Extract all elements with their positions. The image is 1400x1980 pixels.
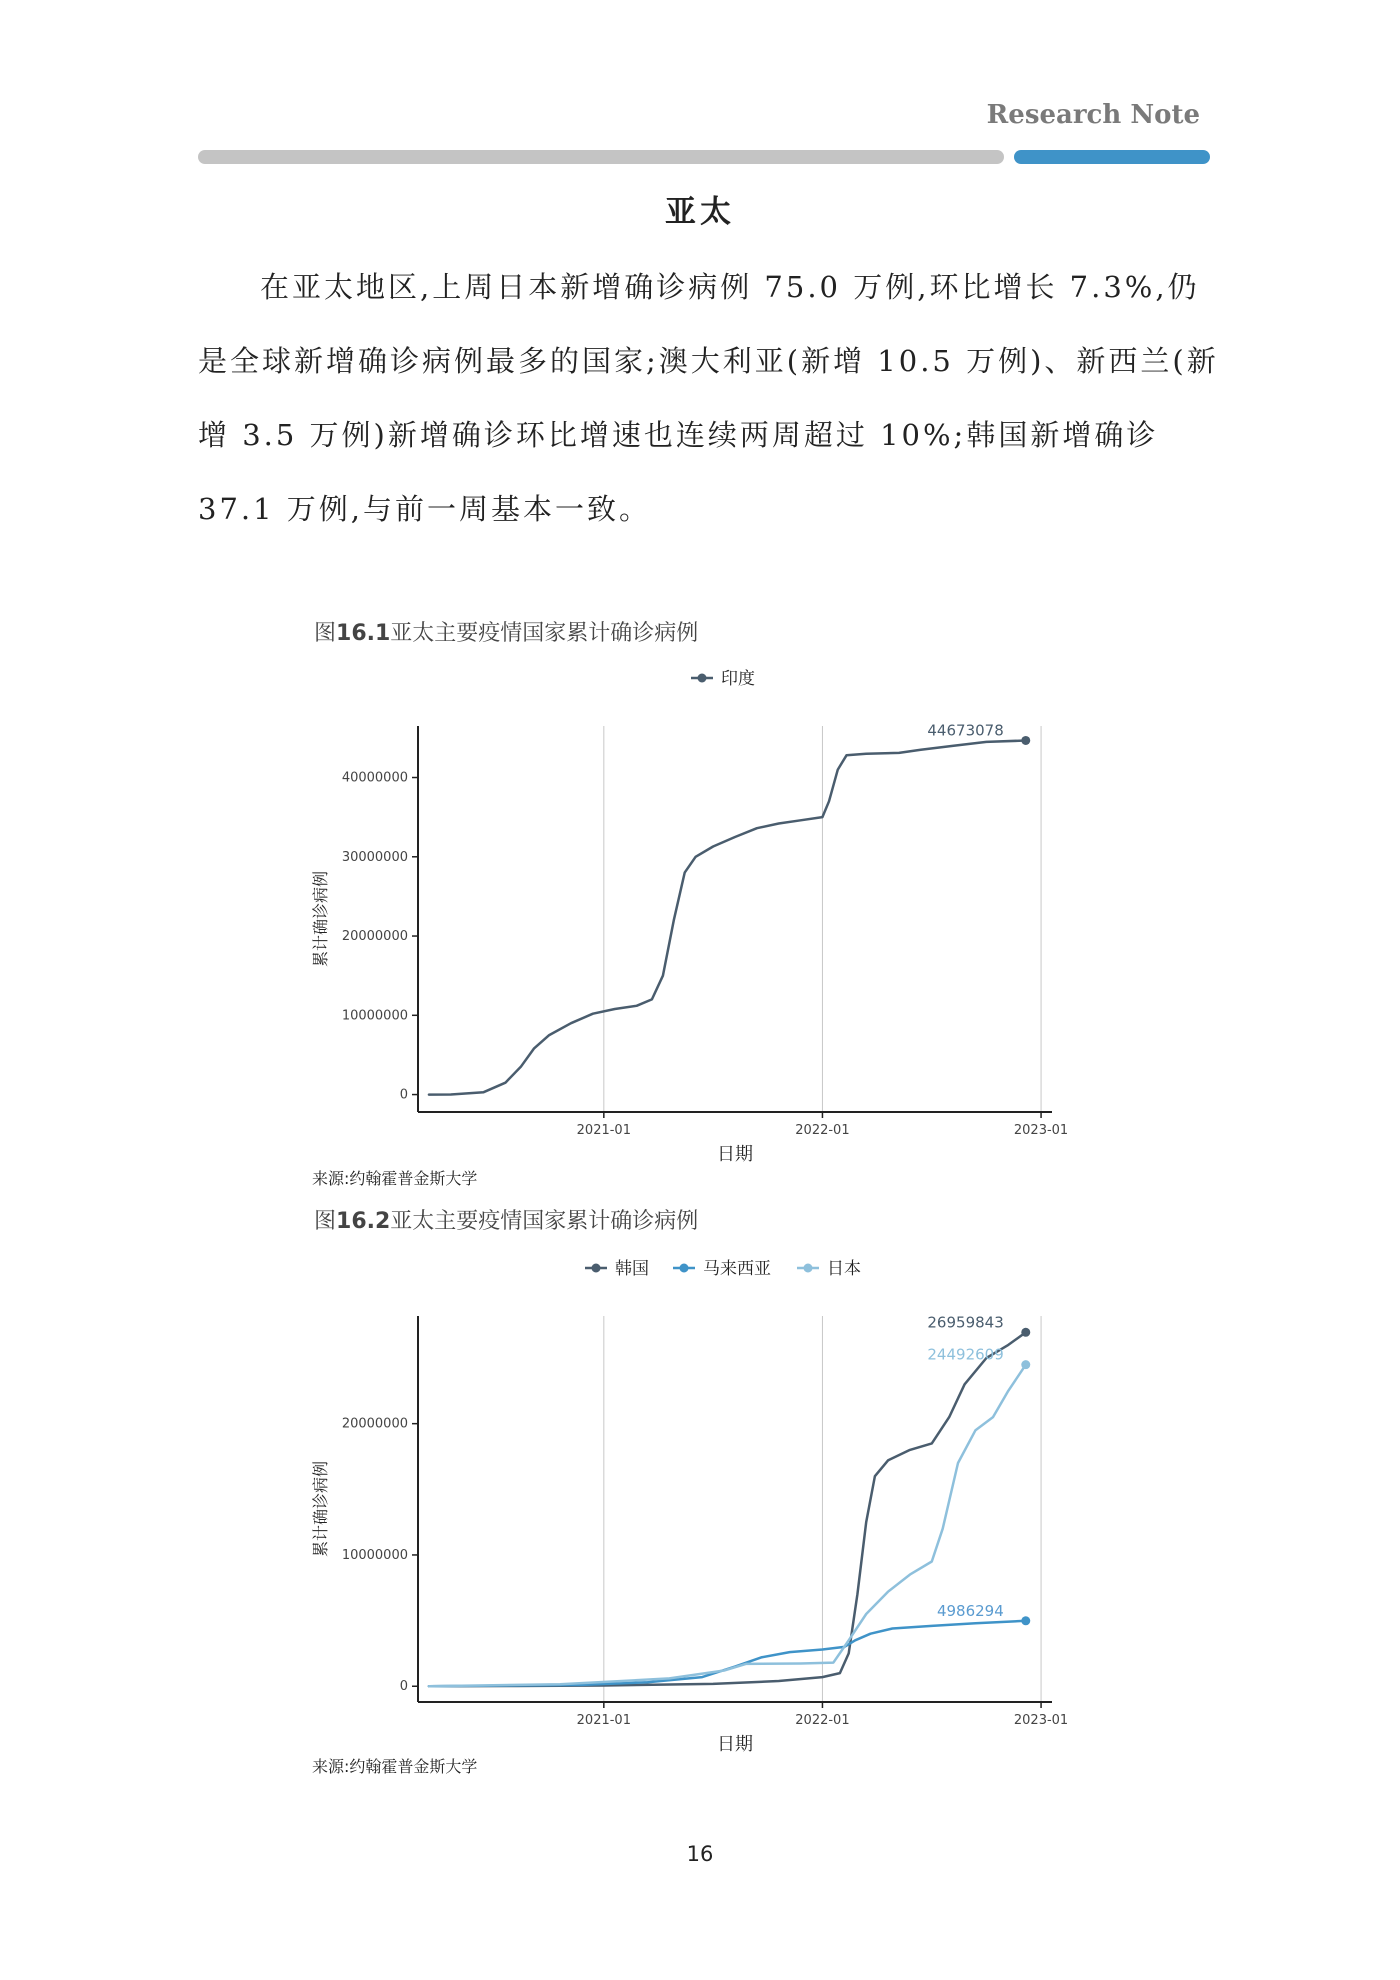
series-end-point — [1021, 1360, 1030, 1369]
y-tick-label: 0 — [399, 1679, 408, 1695]
figure1-title-number: 16.1 — [336, 621, 391, 646]
series-line — [429, 1621, 1026, 1686]
figure1-title — [314, 616, 698, 647]
header-bar-blue — [1014, 150, 1210, 164]
x-tick-label: 2023-01 — [1013, 1713, 1069, 1728]
x-tick-label: 2023-01 — [1013, 1123, 1069, 1138]
legend-swatch-marker — [698, 674, 707, 683]
x-axis-label: 日期 — [717, 1144, 753, 1165]
series-end-label: 4986294 — [936, 1601, 1004, 1620]
section-title: 亚太 — [665, 194, 735, 230]
y-tick-label: 30000000 — [341, 849, 408, 865]
series-end-label: 26959843 — [927, 1313, 1004, 1332]
legend-label: 韩国 — [615, 1259, 649, 1279]
y-axis-label: 累计确诊病例 — [311, 870, 330, 968]
series-end-point — [1021, 1328, 1030, 1337]
series-end-point — [1021, 1616, 1030, 1625]
y-tick-label: 20000000 — [341, 1416, 408, 1432]
legend-label: 马来西亚 — [703, 1259, 771, 1279]
figure2-title — [314, 1204, 698, 1235]
x-tick-label: 2022-01 — [795, 1123, 850, 1138]
x-axis-label: 日期 — [717, 1734, 753, 1755]
x-tick-label: 2021-01 — [576, 1123, 631, 1138]
series-end-label: 44673078 — [927, 721, 1004, 740]
legend-swatch-marker — [680, 1264, 689, 1273]
legend-swatch-marker — [804, 1264, 813, 1273]
chart2 — [300, 1240, 1100, 1770]
legend-swatch-marker — [592, 1264, 601, 1273]
x-tick-label: 2022-01 — [795, 1713, 850, 1728]
figure2-title-prefix: 图 — [314, 1209, 337, 1234]
y-tick-label: 10000000 — [341, 1008, 408, 1024]
figure1-title-text: 亚太主要疫情国家累计确诊病例 — [390, 621, 699, 646]
legend-label: 印度 — [721, 669, 755, 689]
chart1 — [300, 650, 1100, 1182]
series-line — [429, 1365, 1026, 1687]
body-paragraph: 在亚太地区,上周日本新增确诊病例 75.0 万例,环比增长 7.3%,仍是全球新增确诊病例最多的国家;澳大利亚(新增 10.5 万例)、新西兰(新增 3.5 万例)新增确诊环比增速也连续两周超过 10%;韩国新增确诊 37.1 万例,与前一周基本一致。 — [198, 270, 1219, 526]
y-tick-label: 0 — [399, 1087, 408, 1103]
figure2-source: 来源:约翰霍普金斯大学 — [312, 1757, 478, 1776]
header-bar-gray — [198, 150, 1004, 164]
series-line — [429, 1332, 1026, 1686]
header-title: Research Note — [986, 100, 1200, 130]
y-tick-label: 20000000 — [341, 929, 408, 945]
y-axis-label: 累计确诊病例 — [311, 1460, 330, 1558]
page-number: 16 — [686, 1842, 714, 1866]
y-tick-label: 40000000 — [341, 770, 408, 786]
series-end-label: 24492609 — [927, 1345, 1004, 1364]
legend-label: 日本 — [827, 1259, 861, 1279]
x-tick-label: 2021-01 — [576, 1713, 631, 1728]
y-tick-label: 10000000 — [341, 1547, 408, 1563]
figure2-title-text: 亚太主要疫情国家累计确诊病例 — [390, 1209, 699, 1234]
figure1-title-prefix: 图 — [314, 621, 337, 646]
series-end-point — [1021, 736, 1030, 745]
figure2-title-number: 16.2 — [336, 1209, 391, 1234]
series-line — [429, 741, 1026, 1095]
figure1-source: 来源:约翰霍普金斯大学 — [312, 1169, 478, 1188]
